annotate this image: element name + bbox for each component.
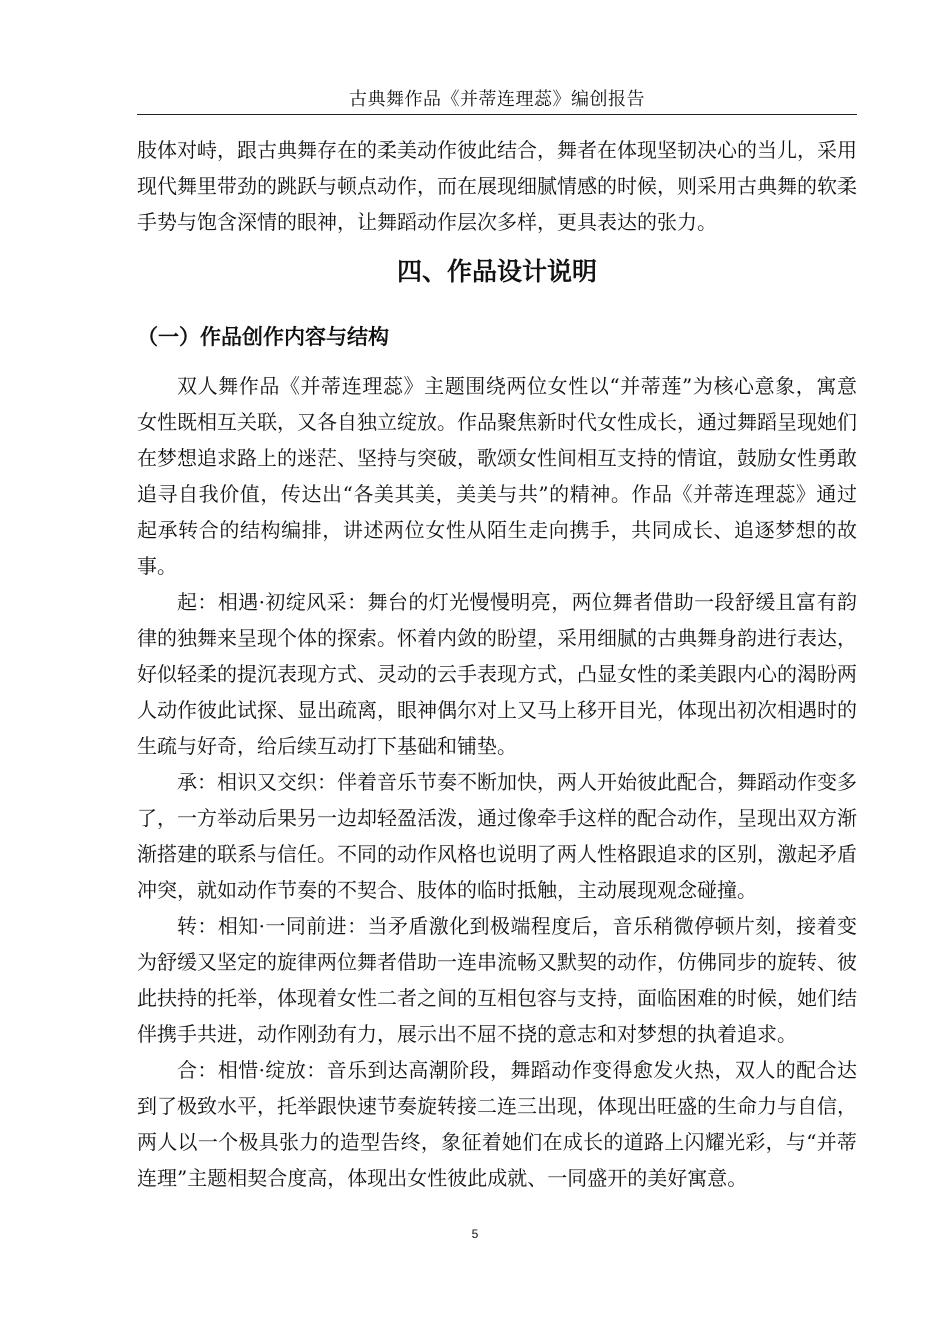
continuation-block (137, 132, 857, 240)
section-title: 四、作品设计说明 (396, 257, 597, 286)
subsection-title: （一）作品创作内容与结构 (137, 325, 389, 349)
section-body (137, 368, 857, 1196)
continuation-paragraph: 肢体对峙，跟古典舞存在的柔美动作彼此结合，舞者在体现坚韧决心的当儿，采用现代舞里带劲的跳跃与顿点动作，而在展现细腻情感的时候，则采用古典舞的软柔手势与饱含深情的眼神，让舞蹈动作层次多样，更具表达的张力。 (137, 138, 857, 234)
paragraph-intro: 双人舞作品《并蒂连理蕊》主题围绕两位女性以“并蒂莲”为核心意象，寓意女性既相互关联，又各自独立绽放。作品聚焦新时代女性成长，通过舞蹈呈现她们在梦想追求路上的迷茫、坚持与突破，歌颂女性间相互支持的情谊，鼓励女性勇敢追寻自我价值，传达出“各美其美，美美与共”的精神。作品《并蒂连理蕊》通过起承转合的结构编排，讲述两位女性从陌生走向携手，共同成长、追逐梦想的故事。 (137, 374, 857, 578)
paragraph-cheng: 承：相识又交织：伴着音乐节奏不断加快，两人开始彼此配合，舞蹈动作变多了，一方举动后果另一边却轻盈活泼，通过像牵手这样的配合动作，呈现出双方渐渐搭建的联系与信任。不同的动作风格也说明了两人性格跟追求的区别，激起矛盾冲突，就如动作节奏的不契合、肢体的临时抵触，主动展现观念碰撞。 (137, 770, 857, 902)
header-divider (137, 114, 857, 115)
paragraph-qi: 起：相遇·初绽风采：舞台的灯光慢慢明亮，两位舞者借助一段舒缓且富有韵律的独舞来呈现个体的探索。怀着内敛的盼望，采用细腻的古典舞身韵进行表达，好似轻柔的提沉表现方式、灵动的云手表现方式，凸显女性的柔美跟内心的渴盼两人动作彼此试探、显出疏离，眼神偶尔对上又马上移开目光，体现出初次相遇时的生疏与好奇，给后续互动打下基础和铺垫。 (137, 590, 857, 758)
paragraph-he: 合：相惜·绽放：音乐到达高潮阶段，舞蹈动作变得愈发火热，双人的配合达到了极致水平，托举跟快速节奏旋转接二连三出现，体现出旺盛的生命力与自信，两人以一个极具张力的造型告终，象征着她们在成长的道路上闪耀光彩，与“并蒂连理”主题相契合度高，体现出女性彼此成就、一同盛开的美好寓意。 (137, 1058, 857, 1190)
running-header: 古典舞作品《并蒂连理蕊》编创报告 (349, 89, 645, 110)
page-number: 5 (471, 1227, 479, 1241)
paragraph-zhuan: 转：相知·一同前进：当矛盾激化到极端程度后，音乐稍微停顿片刻，接着变为舒缓又坚定的旋律两位舞者借助一连串流畅又默契的动作，仿佛同步的旋转、彼此扶持的托举，体现着女性二者之间的互相包容与支持，面临困难的时候，她们结伴携手共进，动作刚劲有力，展示出不屈不挠的意志和对梦想的执着追求。 (137, 914, 857, 1046)
